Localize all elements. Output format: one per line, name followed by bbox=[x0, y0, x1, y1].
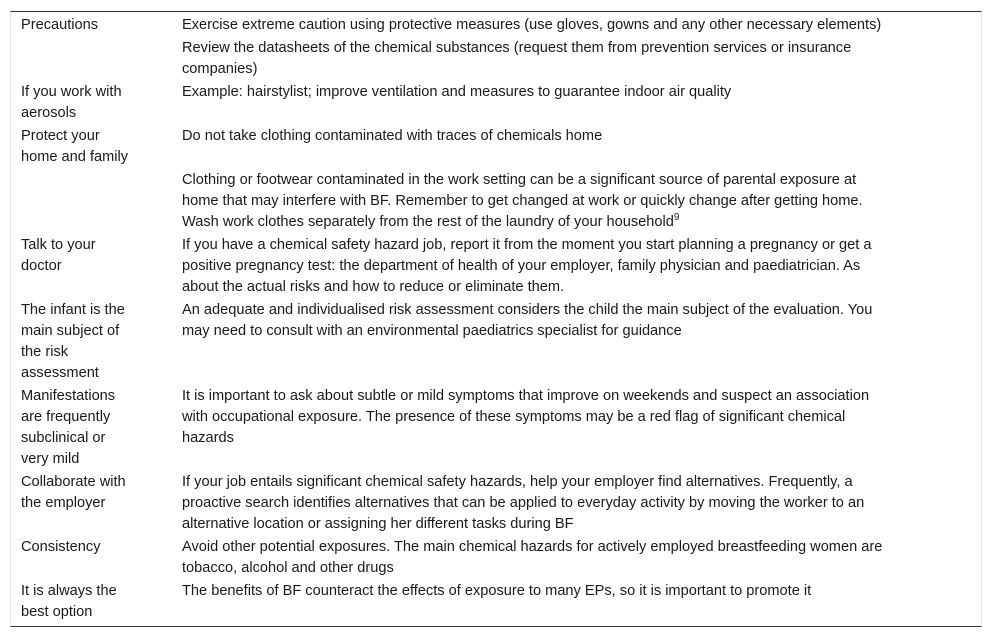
row-label: Manifestations are frequently subclinical or very mild bbox=[21, 388, 116, 467]
paragraph: Example: hairstylist; improve ventilation and measures to guarantee indoor air quality bbox=[182, 84, 732, 100]
paragraph: Clothing or footwear contaminated in the work setting can be a significant source of parental exposure at home that may interfere with BF. Remember to get changed at work or quickly change after getting home. Wash work clothes separately from the rest of the laundry of your household$^9$ bbox=[182, 172, 863, 230]
row-label: It is always the best option bbox=[21, 583, 117, 620]
recommendations-table bbox=[10, 11, 982, 627]
paragraph: Avoid other potential exposures. The main chemical hazards for actively employed breastfeeding women are tobacco, alcohol and other drugs bbox=[182, 539, 883, 576]
paragraph: The benefits of BF counteract the effects of exposure to many EPs, so it is important to promote it bbox=[182, 583, 812, 599]
paragraph: Exercise extreme caution using protective measures (use gloves, gowns and any other necessary elements) bbox=[182, 17, 882, 33]
row-label: If you work with aerosols bbox=[21, 84, 122, 121]
paragraph: If your job entails significant chemical safety hazards, help your employer find alternatives. Frequently, a proactive search identifies alternatives that can be applied to everyday activity by moving the worker to an alternative location or assigning her different tasks during BF bbox=[182, 474, 865, 532]
row-label: Protect your home and family bbox=[21, 128, 129, 165]
paragraph: It is important to ask about subtle or mild symptoms that improve on weekends and suspect an association with occupational exposure. The presence of these symptoms may be a red flag of significant chemical hazards bbox=[182, 388, 870, 446]
paragraph: Do not take clothing contaminated with traces of chemicals home bbox=[182, 128, 603, 144]
row-label: Precautions bbox=[21, 17, 99, 33]
footnote-ref: 9 bbox=[673, 212, 680, 224]
row-label: Talk to your doctor bbox=[21, 237, 96, 274]
row-label: Collaborate with the employer bbox=[21, 474, 126, 511]
row-label: The infant is the main subject of the risk assessment bbox=[21, 302, 125, 381]
paragraph: Review the datasheets of the chemical substances (request them from prevention services or insurance companies) bbox=[182, 40, 852, 77]
paragraph: An adequate and individualised risk assessment considers the child the main subject of the evaluation. You may need to consult with an environmental paediatrics specialist for guidance bbox=[182, 302, 873, 339]
row-label: Consistency bbox=[21, 539, 101, 555]
paragraph: If you have a chemical safety hazard job, report it from the moment you start planning a pregnancy or get a positive pregnancy test: the department of health of your employer, family physician and paediatrician. As about the actual risks and how to reduce or eliminate them. bbox=[182, 237, 872, 295]
